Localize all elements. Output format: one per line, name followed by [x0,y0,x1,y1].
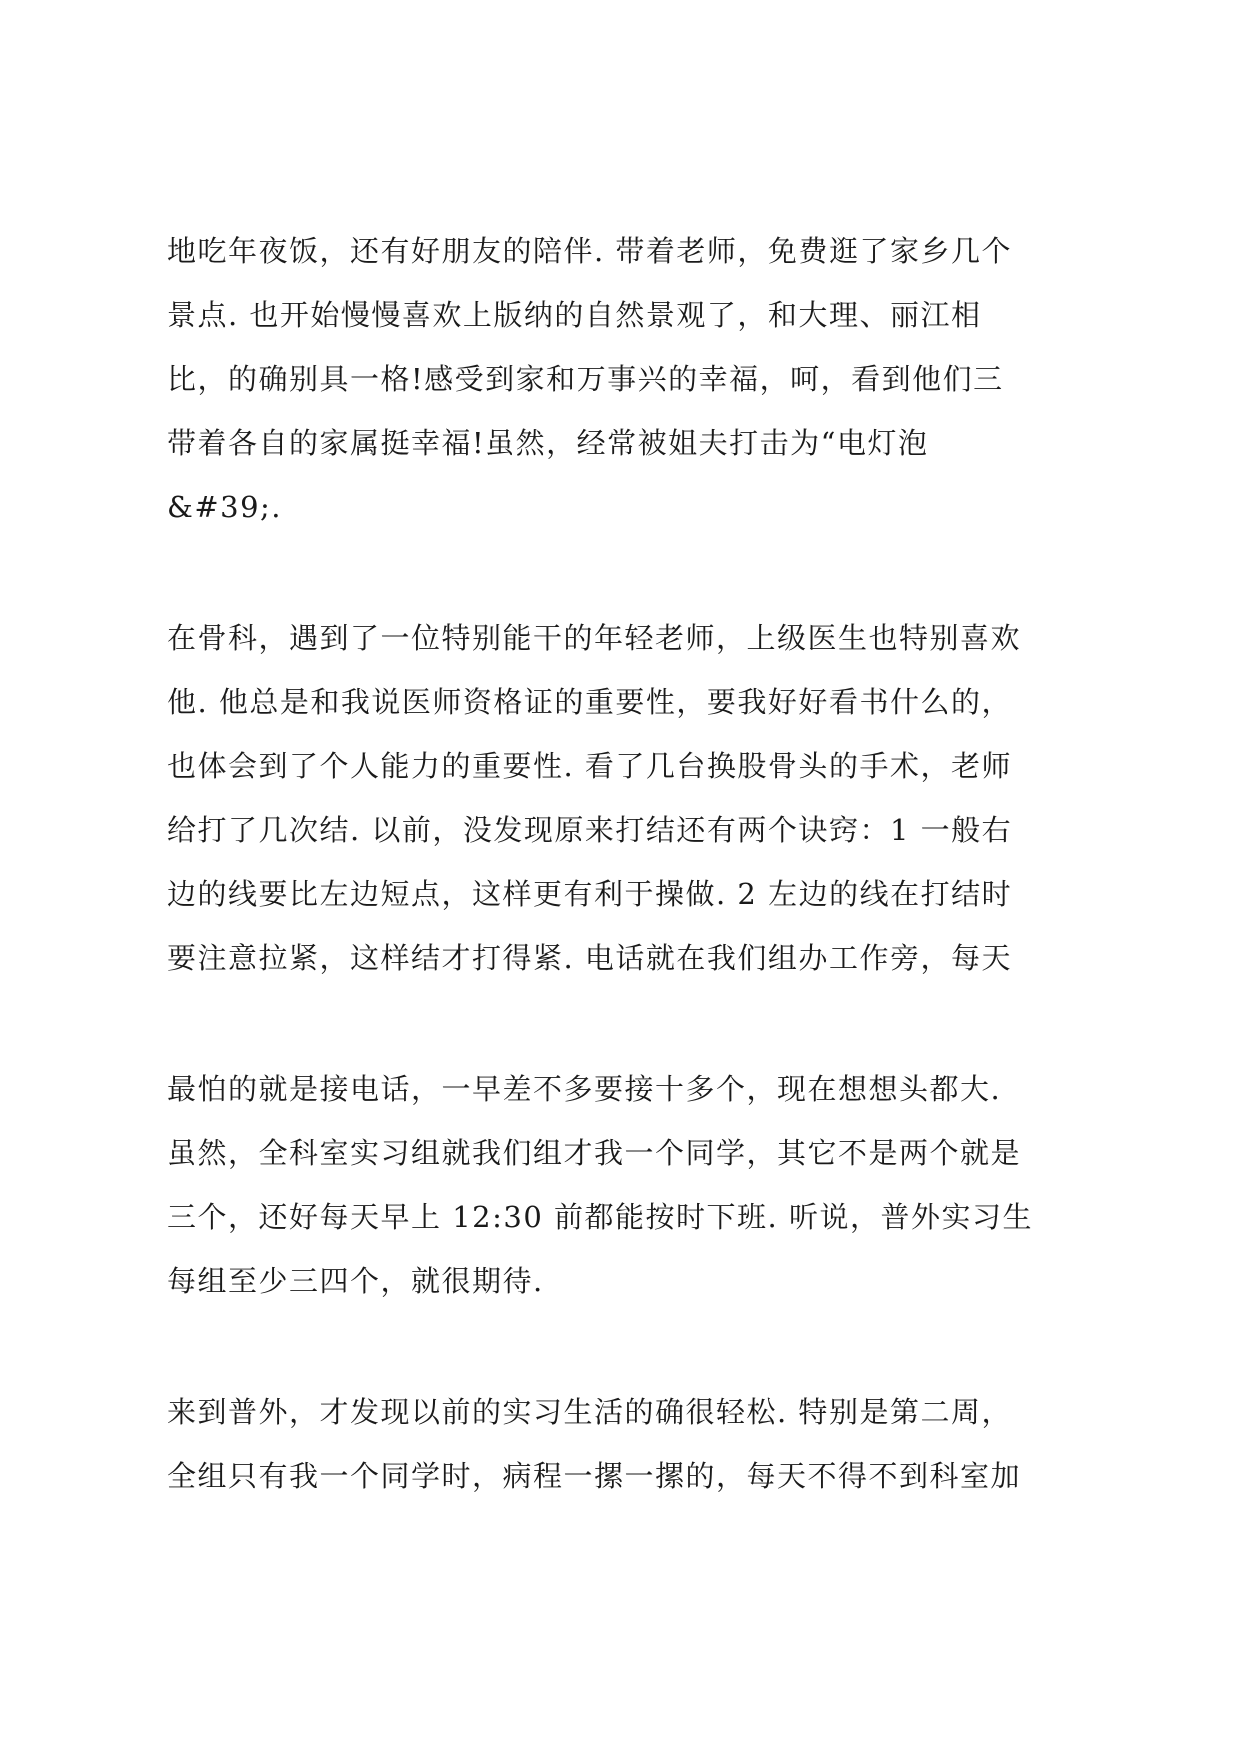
text-line: 在骨科，遇到了一位特别能干的年轻老师，上级医生也特别喜欢 [167,621,1022,655]
text-line: 虽然，全科室实习组就我们组才我一个同学，其它不是两个就是 [167,1136,1022,1170]
text-line: 最怕的就是接电话，一早差不多要接十多个，现在想想头都大. [167,1072,1002,1106]
text-line: 要注意拉紧，这样结才打得紧. 电话就在我们组办工作旁，每天 [167,941,1012,975]
text-line: 给打了几次结. 以前，没发现原来打结还有两个诀窍：1 一般右 [167,813,1013,847]
text-line: 来到普外，才发现以前的实习生活的确很轻松. 特别是第二周， [167,1395,1012,1429]
text-line: &#39;. [167,490,283,524]
text-line: 带着各自的家属挺幸福!虽然，经常被姐夫打击为“电灯泡 [167,426,929,460]
text-line: 地吃年夜饭，还有好朋友的陪伴. 带着老师，免费逛了家乡几个 [167,234,1012,268]
text-line: 每组至少三四个，就很期待. [167,1264,544,1298]
text-line: 景点. 也开始慢慢喜欢上版纳的自然景观了，和大理、丽江相 [167,298,982,332]
text-line: 他. 他总是和我说医师资格证的重要性，要我好好看书什么的， [167,685,1012,719]
text-line: 也体会到了个人能力的重要性. 看了几台换股骨头的手术，老师 [167,749,1012,783]
text-line: 比，的确别具一格!感受到家和万事兴的幸福，呵，看到他们三 [167,362,1004,396]
text-line: 边的线要比左边短点，这样更有利于操做. 2 左边的线在打结时 [167,877,1013,911]
text-line: 三个，还好每天早上 12:30 前都能按时下班. 听说，普外实习生 [167,1200,1033,1234]
text-line: 全组只有我一个同学时，病程一摞一摞的，每天不得不到科室加 [167,1459,1022,1493]
